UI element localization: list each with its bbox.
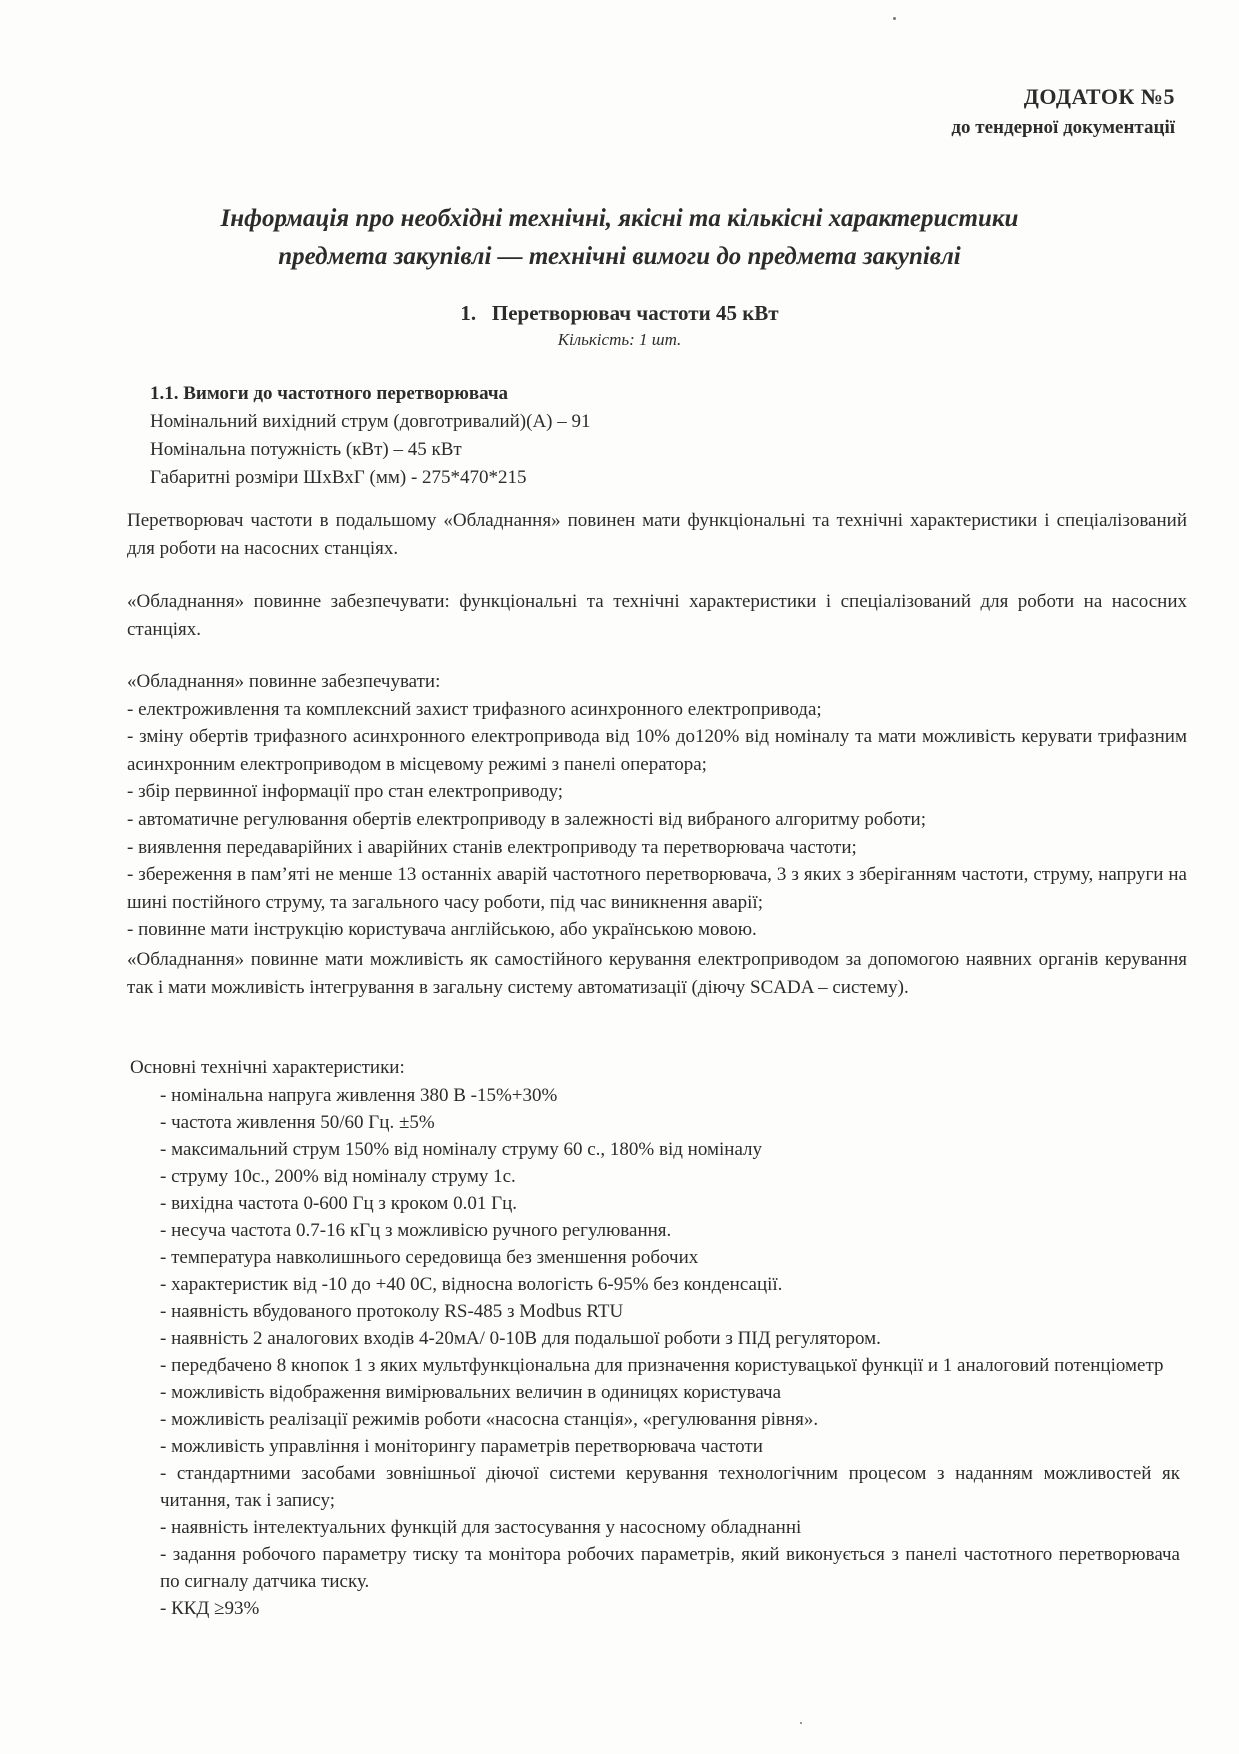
scan-speck (800, 1722, 802, 1724)
characteristic-item: - задання робочого параметру тиску та монітора робочих параметрів, який виконується з панелі частотного перетворювача по сигналу датчика тиску. (160, 1544, 1180, 1592)
section-heading (100, 298, 1139, 352)
characteristic-item: - передбачено 8 кнопок 1 з яких мультфункціональна для призначення користувацької функції и 1 аналоговий потенціометр (160, 1355, 1164, 1376)
document-title-line-2: предмета закупівлі — технічні вимоги до предмета закупівлі (278, 243, 961, 270)
characteristic-item: - можливість відображення вимірювальних величин в одиницях користувача (160, 1382, 782, 1403)
function-item: - повинне мати інструкцію користувача англійською, або українською мовою. (127, 919, 757, 941)
function-item: - зміну обертів трифазного асинхронного електропривода від 10% до120% від номіналу та мати можливість керувати трифазним асинхронним електроприводом в місцевому режимі з панелі оператора; (127, 726, 1187, 775)
function-item: - виявлення передаварійних і аварійних станів електроприводу та перетворювача частоти; (127, 836, 857, 858)
characteristic-item: - номінальна напруга живлення 380 В -15%+30% (160, 1085, 558, 1106)
annex-number: ДОДАТОК №5 (1023, 84, 1175, 109)
characteristic-item: - можливість реалізації режимів роботи «насосна станція», «регулювання рівня». (160, 1409, 819, 1430)
requirements-heading: 1.1. Вимоги до частотного перетворювача (150, 383, 509, 404)
characteristic-item: - струму 10с., 200% від номіналу струму 1с. (160, 1166, 516, 1187)
characteristic-item: - вихідна частота 0-600 Гц з кроком 0.01 Гц. (160, 1193, 518, 1214)
annex-subtitle: до тендерної документації (951, 117, 1175, 138)
characteristic-item: - наявність вбудованого протоколу RS-485 з Modbus RTU (160, 1301, 624, 1322)
section-quantity: Кількість: 1 шт. (557, 330, 682, 349)
requirement-item: Номінальний вихідний струм (довготривалий)(А) – 91 (150, 411, 591, 432)
requirement-item: Номінальна потужність (кВт) – 45 кВт (150, 439, 462, 460)
document-title-line-1: Інформація про необхідні технічні, якісні та кількісні характеристики (220, 205, 1019, 232)
function-item: - автоматичне регулювання обертів електроприводу в залежності від вибраного алгоритму роботи; (127, 808, 927, 830)
requirement-item: Габаритні розміри ШхВхГ (мм) - 275*470*215 (150, 467, 527, 488)
characteristic-item: - несуча частота 0.7-16 кГц з можливісю ручного регулювання. (160, 1220, 672, 1241)
characteristics-heading: Основні технічні характеристики: (130, 1057, 405, 1078)
characteristic-item: - ККД ≥93% (160, 1598, 260, 1619)
annex-header (951, 80, 1175, 142)
document-title (100, 200, 1139, 276)
characteristic-item: - можливість управління і моніторингу параметрів перетворювача частоти (160, 1436, 763, 1457)
characteristic-item: - наявність 2 аналогових входів 4-20мА/ 0-10В для подальшої роботи з ПІД регулятором. (160, 1328, 881, 1349)
function-item: - збір первинної інформації про стан електроприводу; (127, 781, 564, 803)
functions-intro: «Обладнання» повинне забезпечувати: (127, 671, 441, 692)
paragraph-equipment-provides: «Обладнання» повинне забезпечувати: функціональні та технічні характеристики і спеціалізований для роботи на насосних станціях. (127, 591, 1187, 640)
characteristic-item: - максимальний струм 150% від номіналу струму 60 с., 180% від номіналу (160, 1139, 763, 1160)
characteristics-list (160, 1082, 1180, 1622)
scan-speck (893, 17, 896, 20)
characteristic-item: - температура навколишнього середовища без зменшення робочих (160, 1247, 699, 1268)
function-item: - збереження в пам’яті не менше 13 останніх аварій частотного перетворювача, 3 з яких з зберіганням частоти, струму, напруги на шині постійного струму, та загального часу роботи, під час виникнення аварії; (127, 864, 1187, 913)
paragraph-control-integration: «Обладнання» повинне мати можливість як самостійного керування електроприводом за допомогою наявних органів керування так і мати можливість інтегрування в загальну систему автоматизації (діючу SCADA – систему). (127, 949, 1187, 998)
function-item: - електроживлення та комплексний захист трифазного асинхронного електропривода; (127, 698, 822, 720)
section-title: 1. Перетворювач частоти 45 кВт (460, 301, 779, 325)
characteristic-item: - наявність інтелектуальних функцій для застосування у насосному обладнанні (160, 1517, 802, 1538)
characteristic-item: - характеристик від -10 до +40 0С, відносна вологість 6-95% без конденсації. (160, 1274, 783, 1295)
requirements-block (150, 380, 1050, 492)
characteristic-item: - частота живлення 50/60 Гц. ±5% (160, 1112, 435, 1133)
paragraph-equipment-functions (127, 668, 1187, 944)
paragraph-equipment-definition: Перетворювач частоти в подальшому «Обладнання» повинен мати функціональні та технічні характеристики і спеціалізований для роботи на насосних станціях. (127, 510, 1187, 559)
characteristic-item: - стандартними засобами зовнішньої діючої системи керування технологічним процесом з наданням можливостей як читання, так і запису; (160, 1463, 1180, 1511)
